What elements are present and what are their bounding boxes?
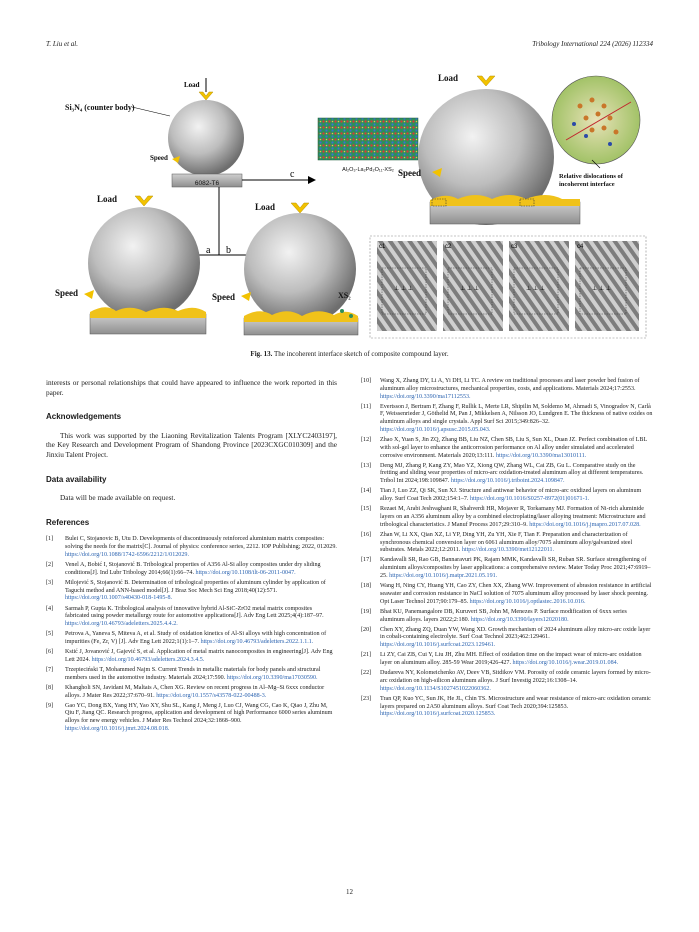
right-column (361, 378, 653, 721)
reference-doi-link[interactable]: https://doi.org/10.3390/met12122011. (461, 547, 555, 554)
data-availability-heading: Data availability (46, 474, 107, 484)
figure-illustration (46, 60, 653, 342)
reference-item: [5] Petrova A, Yaneva S, Miteva A, et al. Study of oxidation kinetics of Al-Si alloys with high concentration of impurities (Fe, Zr, V) [J]. Adv Eng Lett 2022;1(1):1–7. https://doi.org/10.46793/adeletters.2022.1.1.1. (46, 631, 327, 645)
reference-item: [10] Wang X, Zhang DY, Li A, Yi DH, Li TC. A review on traditional processes and laser powder bed fusion of aluminum alloy microstructures, mechanical properties, costs, and applications. Materials 2024;17:2553. https://doi.org/10.3390/ma17112553. (361, 378, 640, 400)
path-a-label: a (206, 245, 211, 256)
reference-doi-link[interactable]: https://doi.org/10.1108/ilt-06-2011-0047. (195, 569, 296, 576)
figure-caption (0, 350, 699, 358)
counter-body-label: Si₃N₄ (counter body) (65, 103, 135, 112)
svg-text:⊥ ⊥ ⊥: ⊥ ⊥ ⊥ (460, 286, 480, 292)
reference-item: [13] Deng MJ, Zhang P, Kang ZY, Mao YZ, Xiong QW, Zhang WL, Cai ZB, Gu L. Comparative study on the fretting and sliding wear properties of micro-arc oxidation-treated aluminum alloy at different temperatures. Tribol Int 2024;198:109847. https://doi.org/10.1016/j.triboint.2024.109847. (361, 462, 644, 485)
reference-doi-link[interactable]: https://doi.org/10.1016/j.jmapro.2017.07.028. (529, 521, 641, 528)
c4-label: c4 (577, 244, 584, 250)
reference-doi-link[interactable]: https://doi.org/10.1016/S0257-8972(01)01671-1. (469, 496, 590, 503)
reference-doi-link[interactable]: https://doi.org/10.3390/ma13010111. (495, 452, 587, 459)
lattice-label: Al₂O₃-La₂Pd₂O₁₁-XS₂ (342, 167, 394, 173)
dislocation-inset (552, 76, 640, 188)
bottom-left-ball-assembly (55, 194, 206, 334)
top-load-label: Load (184, 81, 200, 89)
reference-item: [22] Dudareva NY, Kolomeichenko AV, Deev VB, Sitdikov VM. Porosity of oxide ceramic layers formed by micro-arc oxidation on high-silicon aluminum alloys. J Surf Investig 2022;16:1308–14. https://doi.org/10.1134/S1027451022060362. (361, 670, 651, 692)
c2-label: c2 (445, 244, 452, 250)
c3-label: c3 (511, 244, 518, 250)
reference-doi-link[interactable]: https://doi.org/10.1016/j.optlastec.2016.10.016. (469, 598, 586, 605)
reference-doi-link[interactable]: https://doi.org/10.3390/ma17030590. (226, 674, 318, 681)
reference-item: [16] Zhan W, Li XX, Qian XZ, Li YP, Ding YH, Zu YH, Xie F, Tian F. Preparation and characterization of synchronous chemical conversion layer on 6061 aluminum alloy/7075 aluminum alloy/galvanized steel substrates. Metals 2022;12:2011. https://doi.org/10.3390/met12122011. (361, 531, 633, 554)
hrtem-panels (370, 236, 646, 338)
reference-doi-link[interactable]: https://doi.org/10.1016/j.apsusc.2015.05.043. (380, 426, 491, 433)
reference-doi-link[interactable]: https://doi.org/10.1557/s43578-022-00488-3. (156, 692, 267, 699)
bottom-right-load-label: Load (255, 202, 276, 212)
bottom-right-ball-assembly (212, 202, 358, 335)
reference-item: [12] Zhao X, Yuan S, Jin ZQ, Zhang BB, Liu NZ, Chen SB, Liu S, Sun XL, Duan JZ. Perfect combination of LBL with sol-gel layer to enhance the anticorrosion performance on Al alloy under simulated and accelerated corrosive environment. Materials 2020;13:111. https://doi.org/10.3390/ma13010111. (361, 437, 647, 459)
svg-text:⊥ ⊥ ⊥: ⊥ ⊥ ⊥ (526, 286, 546, 292)
running-header-journal: Tribology International 224 (2026) 112334 (532, 40, 653, 48)
bottom-left-load-label: Load (97, 194, 118, 204)
reference-item: [2] Venel A, Bobić I, Stojanović B. Tribological properties of A356 Al-Si alloy composites under dry sliding conditions[J]. Ind Lubr Tribology 2014;66(1):66–74. https://doi.org/10.1108/ilt-06-2011-0047. (46, 561, 321, 576)
reference-item: [19] Bhat KU, Panemangalore DB, Kuruveri SB, John M, Menezes P. Surface modification of 6xxx series aluminum alloys. layers 2022;2:180. https://doi.org/10.3390/layers12020180. (361, 608, 627, 623)
reference-item: [14] Tian J, Luo ZZ, Qi SK, Sun XJ. Structure and antiwear behavior of micro-arc oxidized layers on aluminum alloy. Surf Coat Tech 2002;154:1–7. https://doi.org/10.1016/S0257-8972(01)01671-1. (361, 488, 642, 503)
acknowledgements-text: This work was supported by the Liaoning Revitalization Talents Program [XLYC2403197], the Key Research and Development Program of Shandong Province [2023CXGC010309] and the Jinxiu Talent Project. (46, 430, 337, 459)
substrate-label: 6082-T6 (194, 180, 220, 187)
figure-13 (46, 60, 653, 342)
reference-item: [20] Chen XY, Zhang ZQ, Duan YW, Wang XD. Growth mechanism of 2024 aluminum alloy micro-arc oxide layer in cobalt-containing electrolyte. Surf Coat Technol 2023;462:129461. https://doi.org/10.1016/j.surfcoat.2023.129461. (361, 626, 651, 649)
path-c-label: c (290, 169, 295, 180)
references-list-right (361, 378, 653, 719)
reference-doi-link[interactable]: https://doi.org/10.1016/j.triboint.2024.109847. (450, 478, 565, 485)
reference-doi-link[interactable]: https://doi.org/10.1016/j.surfcoat.2023.129461. (380, 642, 496, 649)
references-list-left (46, 536, 337, 733)
data-availability-text: Data will be made available on request. (60, 493, 176, 503)
reference-doi-link[interactable]: https://doi.org/10.1016/j.wear.2019.01.084. (512, 660, 619, 667)
reference-item: [8] Khangholi SN, Javidani M, Maltais A, Chen XG. Review on recent progress in Al–Mg–Si 6xxx conductor alloys. J Mater Res 2022;37:670–91. https://doi.org/10.1557/s43578-022-00488-3. (46, 684, 325, 699)
right-ball-assembly (398, 73, 580, 225)
bottom-left-speed-label: Speed (55, 288, 79, 298)
reference-doi-link[interactable]: https://doi.org/10.1016/j.matpr.2021.05.191. (389, 572, 498, 579)
reference-item: [17] Kandavalli SR, Rao GB, Bannaravuri PK, Rajam MMK, Kandavalli SR, Ruban SR. Surface strengthening of aluminium alloys/composites by laser applications: a comprehensive review. Mater Today Proc 2021;47:6919–25. https://doi.org/10.1016/j.matpr.2021.05.191. (361, 557, 651, 579)
svg-text:⊥ ⊥ ⊥: ⊥ ⊥ ⊥ (592, 286, 612, 292)
reference-doi-link[interactable]: https://doi.org/10.1007/s40430-018-1495-8. (65, 595, 173, 602)
reference-doi-link[interactable]: https://doi.org/10.1134/S1027451022060362. (380, 685, 491, 692)
reference-doi-link[interactable]: https://doi.org/10.1088/1742-6596/2212/1/012029. (65, 551, 189, 558)
hrtem-panel-c2 (443, 241, 503, 331)
dislocation-label-line1: Relative dislocations of (559, 173, 623, 180)
acknowledgements-heading: Acknowledgements (46, 412, 122, 422)
caption-label: Fig. 13. (250, 350, 273, 358)
reference-doi-link[interactable]: https://doi.org/10.3390/ma17112553. (380, 393, 471, 400)
bottom-right-speed-label: Speed (212, 292, 236, 302)
reference-doi-link[interactable]: https://doi.org/10.46793/adeletters.2025.4.4.2. (65, 621, 178, 628)
reference-doi-link[interactable]: https://doi.org/10.3390/layers12020180. (470, 616, 569, 623)
reference-item: [18] Wang H, Ning CY, Huang YH, Cao ZY, Chen XX, Zhang WW. Improvement of abrasion resistance in artificial seawater and corrosion resistance in NaCl solution of 7075 aluminum alloy processed by laser shock peening. Opt Laser Technol 2017;90:179–85. https://doi.org/10.1016/j.optlastec.2016.10.016. (361, 583, 652, 605)
hrtem-panel-c1 (377, 241, 437, 331)
reference-item: [15] Rezaei M, Arabi Jeshvaghani R, Shahverdi HR, Mojaver R, Torkamany MJ. Formation of Ni-rich aluminide layers on an A356 aluminum alloy by a combined electroplating/laser alloying treatment: Microstructure and tribological characteristics. J Manuf Process 2017;29:310–9. https://doi.org/10.1016/j.jmapro.2017.07.028. (361, 506, 646, 528)
intro-paragraph: interests or personal relationships that could have appeared to influence the work reported in this paper. (46, 378, 337, 397)
svg-text:⊥ ⊥ ⊥: ⊥ ⊥ ⊥ (394, 286, 414, 292)
hrtem-panel-c4 (575, 241, 639, 331)
c1-label: c1 (379, 244, 386, 250)
lattice-structure (318, 118, 418, 173)
running-header-authors: T. Liu et al. (46, 40, 78, 48)
right-speed-label: Speed (398, 168, 422, 178)
reference-doi-link[interactable]: https://doi.org/10.46793/adeletters.2024.3.4.5. (91, 656, 205, 663)
caption-text: The incoherent interface sketch of composite compound layer. (274, 350, 449, 358)
page-number: 12 (346, 888, 353, 896)
reference-item: [23] Tran QP, Kuo YC, Sun JK, He JL, Chin TS. Microstructure and wear resistance of micro-arc oxidation ceramic layers prepared on 2A50 aluminum alloys. Surf Coat Tech 2020;394:125853. https://doi.org/10.1016/j.surfcoat.2020.125853. (361, 695, 651, 718)
reference-item: [6] Kstić J, Jovanović J, Gajević S, et al. Application of metal matrix nanocomposites in engineering[J]. Adv Eng Lett 2024. https://doi.org/10.46793/adeletters.2024.3.4.5. (46, 649, 333, 663)
reference-item: [1] Bulei C, Stojanovic B, Utu D. Developments of discontinuously reinforced aluminium matrix composites: solving the needs for the matrix[C]. Journal of physics: conference series, 2212. IOP Publishing; 2022, 012029. https://doi.org/10.1088/1742-6596/2212/1/012029. (46, 536, 337, 558)
reference-item: [9] Gao YC, Dong BX, Yang HY, Yao XY, Shu SL, Kang J, Meng J, Luo CJ, Wang CG, Cao K, Qiao J, Zhu M, Qiu F, Jiang QC. Research progress, application and development of high Performance 6000 series aluminum alloys for new energy vehicles. J Mater Res Technol 2024;32:1868–900. https://doi.org/10.1016/j.jmrt.2024.08.018. (46, 702, 333, 732)
left-column (46, 378, 337, 736)
xs2-label: XS₂ (338, 291, 351, 300)
hrtem-panel-c3 (509, 241, 569, 331)
reference-item: [3] Milojević S, Stojanović B. Determination of tribological properties of aluminum cylinder by application of Taguchi method and ANN-based model[J]. J Braz Soc Mech Sci Eng 2018;40(12):571. https://doi.org/10.1007/s40430-018-1495-8. (46, 579, 326, 602)
references-heading: References (46, 517, 90, 527)
top-ball-assembly (65, 78, 244, 187)
reference-item: [11] Evertsson J, Bertram F, Zhang F, Rullik L, Merte LR, Shipilin M, Soldemo M, Ahmadi S, Vinogradov N, Carlà F, Weissenrieder J, Göthelid M, Pan J, Mikkelsen A, Nilsson JO, Lundgren E. The thickness of native oxides on aluminum alloys and single crystals. Appl Surf Sci 2015;349:826–32. https://doi.org/10.1016/j.apsusc.2015.05.043. (361, 403, 653, 433)
path-b-label: b (226, 245, 231, 256)
dislocation-label (559, 173, 625, 188)
top-speed-label: Speed (150, 154, 168, 162)
reference-item: [7] Trzepieciński T, Mohammed Najm S. Current Trends in metallic materials for body panels and structural members used in the automotive industry. Materials 2024;17:590. https://doi.org/10.3390/ma17030590. (46, 666, 321, 681)
reference-doi-link[interactable]: https://doi.org/10.1016/j.jmrt.2024.08.018. (65, 725, 170, 732)
reference-item: [21] Li ZY, Cai ZB, Cui Y, Liu JH, Zhu MH. Effect of oxidation time on the impact wear of micro-arc oxidation layer on aluminum alloy. 285-59 Wear 2019;426-427. https://doi.org/10.1016/j.wear.2019.01.084. (361, 652, 642, 667)
reference-doi-link[interactable]: https://doi.org/10.46793/adeletters.2022.1.1.1. (200, 638, 314, 645)
reference-doi-link[interactable]: https://doi.org/10.1016/j.surfcoat.2020.125853. (380, 711, 496, 718)
dislocation-label-line2: incoherent interface (559, 181, 615, 188)
reference-item: [4] Sarmah P, Gupta K. Tribological analysis of innovative hybrid Al-SiC-ZrO2 metal matrix composites fabricated using powder metallurgy route for automotive applications[J]. Adv Eng Lett 2025;4(4):187–97. https://doi.org/10.46793/adeletters.2025.4.4.2. (46, 605, 324, 628)
right-load-label: Load (438, 73, 459, 83)
